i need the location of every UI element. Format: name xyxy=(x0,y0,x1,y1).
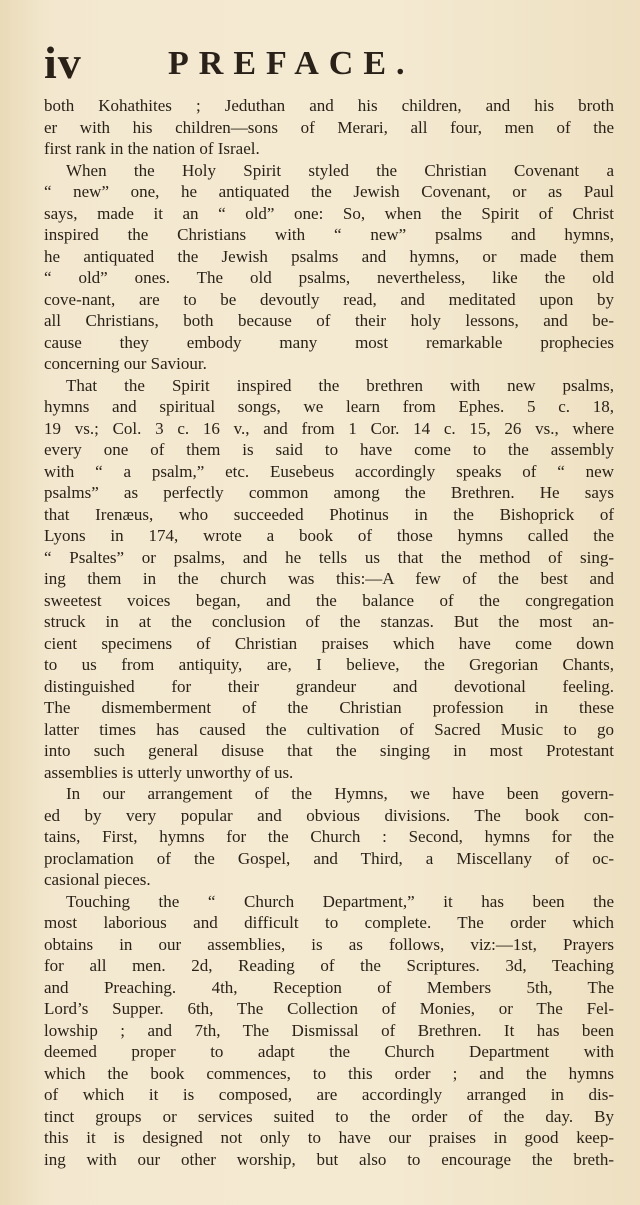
text-line: latter times has caused the cultivation of Sacred Music to go xyxy=(44,719,614,739)
text-line: er with his children—sons of Merari, all four, men of the xyxy=(44,117,614,137)
text-line: inspired the Christians with “ new” psalms and hymns, xyxy=(44,225,614,244)
text-line: hymns and spiritual songs, we learn from Ephes. 5 c. 18, xyxy=(44,397,614,416)
text-line: casional pieces. xyxy=(44,870,151,889)
text-line: most laborious and difficult to complete. The order which xyxy=(44,913,614,932)
text-line: all Christians, both because of their holy lessons, and be- xyxy=(44,311,614,330)
text-line: for all men. 2d, Reading of the Scriptures. 3d, Teaching xyxy=(44,956,614,975)
text-line: Lyons in 174, wrote a book of those hymns called the xyxy=(44,526,614,545)
page-header xyxy=(38,38,618,88)
text-line: obtains in our assemblies, is as follows, viz:—1st, Prayers xyxy=(44,934,614,954)
text-line: When the Holy Spirit styled the Christian Covenant a xyxy=(66,160,614,180)
text-line: first rank in the nation of Israel. xyxy=(44,139,260,158)
text-line: with “ a psalm,” etc. Eusebeus accordingly speaks of “ new xyxy=(44,461,614,481)
text-line: says, made it an “ old” one: So, when the Spirit of Christ xyxy=(44,203,614,223)
text-line: cause they embody many most remarkable prophecies xyxy=(44,332,614,352)
text-line: of which it is composed, are accordingly arranged in dis- xyxy=(44,1085,614,1104)
text-line: proclamation of the Gospel, and Third, a Miscellany of oc- xyxy=(44,848,614,868)
text-line: into such general disuse that the singing in most Protestant xyxy=(44,741,614,760)
text-line: assemblies is utterly unworthy of us. xyxy=(44,762,294,782)
text-line: distinguished for their grandeur and devotional feeling. xyxy=(44,676,614,696)
text-line: “ old” ones. The old psalms, nevertheless, like the old xyxy=(44,268,614,287)
text-line: that Irenæus, who succeeded Photinus in the Bishoprick of xyxy=(44,504,614,524)
text-line: tains, First, hymns for the Church : Second, hymns for the xyxy=(44,827,614,846)
text-line: every one of them is said to have come to the assembly xyxy=(44,440,614,459)
text-line: sweetest voices began, and the balance of the congregation xyxy=(44,590,614,610)
running-head: PREFACE. xyxy=(168,45,415,82)
text-line: psalms” as perfectly common among the Brethren. He says xyxy=(44,483,614,502)
text-line: Lord’s Supper. 6th, The Collection of Monies, or The Fel- xyxy=(44,999,614,1018)
text-line: In our arrangement of the Hymns, we have been govern- xyxy=(66,784,614,803)
text-line: Touching the “ Church Department,” it has been the xyxy=(66,891,614,911)
text-line: “ new” one, he antiquated the Jewish Covenant, or as Paul xyxy=(44,182,614,201)
text-line: ing them in the church was this:—A few of the best and xyxy=(44,569,614,588)
text-line: 19 vs.; Col. 3 c. 16 v., and from 1 Cor. 14 c. 15, 26 vs., where xyxy=(44,418,614,438)
text-line: That the Spirit inspired the brethren with new psalms, xyxy=(66,375,614,395)
text-line: cove-nant, are to be devoutly read, and meditated upon by xyxy=(44,289,614,309)
text-line: deemed proper to adapt the Church Department with xyxy=(44,1042,614,1061)
text-line: he antiquated the Jewish psalms and hymns, or made them xyxy=(44,246,614,266)
page-number: iv xyxy=(44,37,82,88)
body-text xyxy=(44,95,614,1170)
text-line: lowship ; and 7th, The Dismissal of Brethren. It has been xyxy=(44,1020,614,1040)
text-line: and Preaching. 4th, Reception of Members 5th, The xyxy=(44,977,614,997)
text-line: this it is designed not only to have our praises in good keep- xyxy=(44,1128,614,1147)
text-line: cient specimens of Christian praises which have come down xyxy=(44,633,614,653)
text-line: ing with our other worship, but also to encourage the breth- xyxy=(44,1149,614,1169)
text-line: ed by very popular and obvious divisions. The book con- xyxy=(44,805,614,825)
text-line: both Kohathites ; Jeduthan and his children, and his broth xyxy=(44,96,614,115)
text-line: The dismemberment of the Christian profession in these xyxy=(44,698,614,717)
text-line: to us from antiquity, are, I believe, the Gregorian Chants, xyxy=(44,655,614,674)
text-line: struck in at the conclusion of the stanzas. But the most an- xyxy=(44,612,614,631)
text-line: “ Psaltes” or psalms, and he tells us that the method of sing- xyxy=(44,547,614,567)
text-line: concerning our Saviour. xyxy=(44,354,207,373)
text-line: which the book commences, to this order ; and the hymns xyxy=(44,1063,614,1083)
text-line: tinct groups or services suited to the order of the day. By xyxy=(44,1106,614,1126)
